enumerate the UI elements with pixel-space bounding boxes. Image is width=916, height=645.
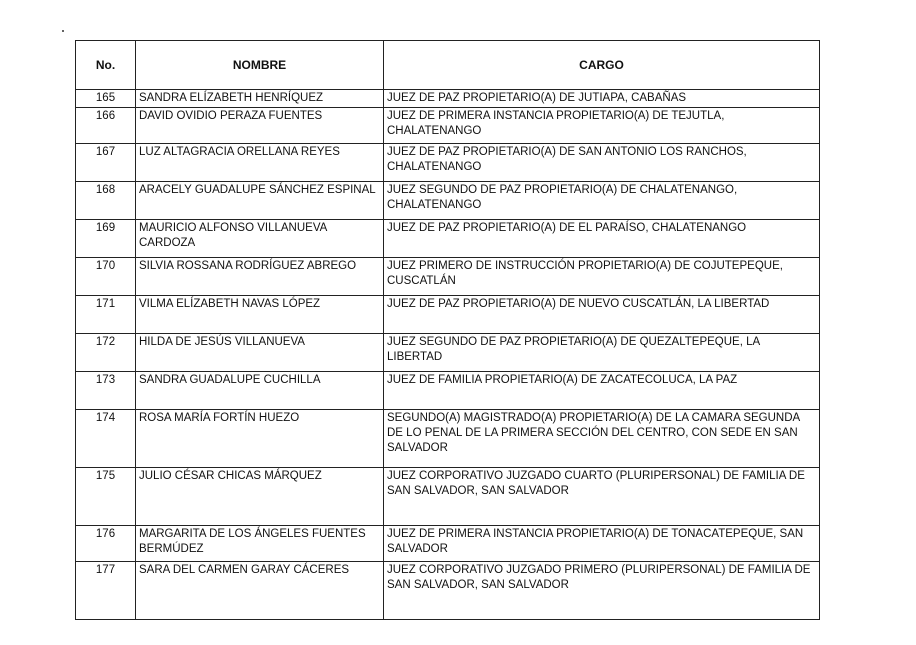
cell-no: 166 [76,108,136,144]
cell-nombre: ARACELY GUADALUPE SÁNCHEZ ESPINAL [136,182,384,220]
table-row [76,220,820,258]
table-row [76,526,820,562]
cell-no: 172 [76,334,136,372]
table-row [76,144,820,182]
table-row [76,410,820,468]
cell-no: 175 [76,468,136,526]
cell-cargo: SEGUNDO(A) MAGISTRADO(A) PROPIETARIO(A) DE LA CAMARA SEGUNDA DE LO PENAL DE LA PRIMERA SECCIÓN DEL CENTRO, CON SEDE EN SAN SALVADOR [384,410,820,468]
cell-no: 168 [76,182,136,220]
cell-cargo: JUEZ SEGUNDO DE PAZ PROPIETARIO(A) DE CHALATENANGO, CHALATENANGO [384,182,820,220]
cell-nombre: JULIO CÉSAR CHICAS MÁRQUEZ [136,468,384,526]
judges-table [75,40,820,620]
table-row [76,182,820,220]
stray-dot-mark [62,30,64,32]
header-cargo: CARGO [384,41,820,90]
table-row [76,90,820,108]
cell-cargo: JUEZ SEGUNDO DE PAZ PROPIETARIO(A) DE QUEZALTEPEQUE, LA LIBERTAD [384,334,820,372]
cell-cargo: JUEZ CORPORATIVO JUZGADO CUARTO (PLURIPERSONAL) DE FAMILIA DE SAN SALVADOR, SAN SALVADOR [384,468,820,526]
cell-no: 167 [76,144,136,182]
table-row [76,296,820,334]
cell-no: 177 [76,562,136,620]
cell-cargo: JUEZ DE PAZ PROPIETARIO(A) DE SAN ANTONIO LOS RANCHOS, CHALATENANGO [384,144,820,182]
cell-nombre: VILMA ELÍZABETH NAVAS LÓPEZ [136,296,384,334]
cell-nombre: LUZ ALTAGRACIA ORELLANA REYES [136,144,384,182]
cell-no: 170 [76,258,136,296]
header-nombre: NOMBRE [136,41,384,90]
header-no: No. [76,41,136,90]
cell-no: 173 [76,372,136,410]
table-row [76,258,820,296]
cell-cargo: JUEZ PRIMERO DE INSTRUCCIÓN PROPIETARIO(A) DE COJUTEPEQUE, CUSCATLÁN [384,258,820,296]
cell-nombre: SANDRA GUADALUPE CUCHILLA [136,372,384,410]
cell-cargo: JUEZ DE PAZ PROPIETARIO(A) DE JUTIAPA, CABAÑAS [384,90,820,108]
cell-no: 174 [76,410,136,468]
cell-no: 165 [76,90,136,108]
cell-cargo: JUEZ DE PAZ PROPIETARIO(A) DE EL PARAÍSO, CHALATENANGO [384,220,820,258]
table-row [76,562,820,620]
cell-nombre: HILDA DE JESÚS VILLANUEVA [136,334,384,372]
cell-nombre: MAURICIO ALFONSO VILLANUEVA CARDOZA [136,220,384,258]
cell-nombre: SANDRA ELÍZABETH HENRÍQUEZ [136,90,384,108]
cell-nombre: SARA DEL CARMEN GARAY CÁCERES [136,562,384,620]
cell-no: 171 [76,296,136,334]
cell-nombre: MARGARITA DE LOS ÁNGELES FUENTES BERMÚDEZ [136,526,384,562]
cell-cargo: JUEZ DE FAMILIA PROPIETARIO(A) DE ZACATECOLUCA, LA PAZ [384,372,820,410]
cell-no: 176 [76,526,136,562]
table-row [76,334,820,372]
table-body [76,90,820,620]
cell-no: 169 [76,220,136,258]
cell-nombre: ROSA MARÍA FORTÍN HUEZO [136,410,384,468]
cell-nombre: SILVIA ROSSANA RODRÍGUEZ ABREGO [136,258,384,296]
cell-nombre: DAVID OVIDIO PERAZA FUENTES [136,108,384,144]
cell-cargo: JUEZ DE PRIMERA INSTANCIA PROPIETARIO(A) DE TONACATEPEQUE, SAN SALVADOR [384,526,820,562]
cell-cargo: JUEZ DE PAZ PROPIETARIO(A) DE NUEVO CUSCATLÁN, LA LIBERTAD [384,296,820,334]
table-row [76,108,820,144]
cell-cargo: JUEZ CORPORATIVO JUZGADO PRIMERO (PLURIPERSONAL) DE FAMILIA DE SAN SALVADOR, SAN SALVADOR [384,562,820,620]
table-row [76,372,820,410]
table-row [76,468,820,526]
cell-cargo: JUEZ DE PRIMERA INSTANCIA PROPIETARIO(A) DE TEJUTLA, CHALATENANGO [384,108,820,144]
header-row [76,41,820,90]
